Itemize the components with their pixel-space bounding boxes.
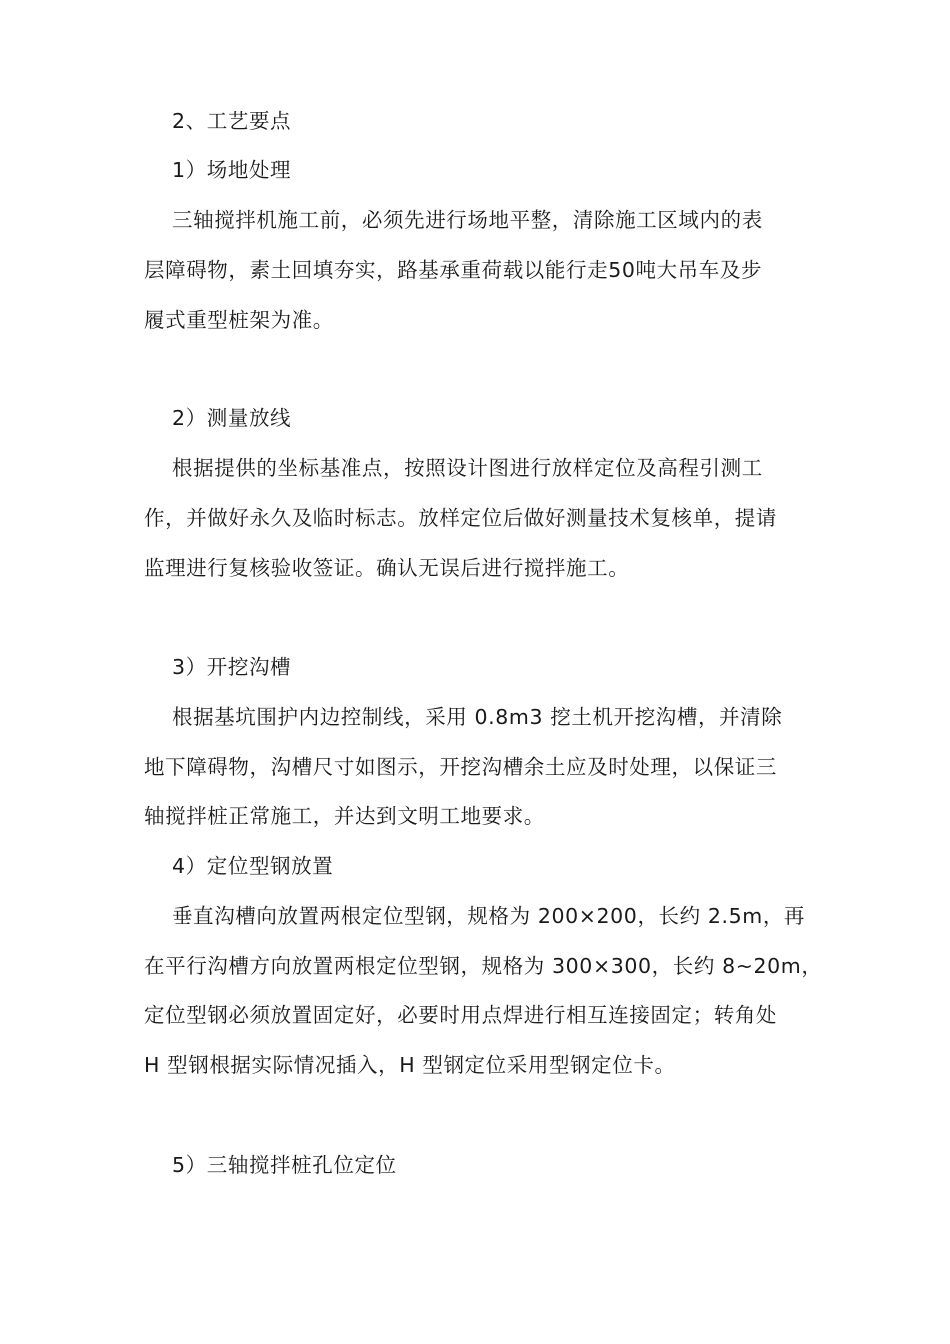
paragraph-line: 三轴搅拌机施工前，必须先进行场地平整，清除施工区域内的表 [172, 208, 763, 232]
heading-survey-layout: 2）测量放线 [172, 406, 292, 430]
heading-site-treatment: 1）场地处理 [172, 158, 292, 182]
paragraph-line: 监理进行复核验收签证。确认无误后进行搅拌施工。 [144, 556, 630, 580]
paragraph-line: 垂直沟槽向放置两根定位型钢，规格为 200×200，长约 2.5m，再 [172, 904, 806, 928]
section-title: 2、工艺要点 [172, 109, 292, 133]
paragraph-line: 履式重型桩架为准。 [144, 308, 334, 332]
heading-pile-hole-positioning: 5）三轴搅拌桩孔位定位 [172, 1153, 397, 1177]
paragraph-line: 在平行沟槽方向放置两根定位型钢，规格为 300×300，长约 8~20m， [144, 954, 823, 978]
paragraph-line: 根据基坑围护内边控制线，采用 0.8m3 挖土机开挖沟槽，并清除 [172, 705, 783, 729]
paragraph-line: 层障碍物，素土回填夯实，路基承重荷载以能行走50吨大吊车及步 [144, 258, 763, 282]
paragraph-line: 轴搅拌桩正常施工，并达到文明工地要求。 [144, 804, 545, 828]
paragraph-line: 作，并做好永久及临时标志。放样定位后做好测量技术复核单，提请 [144, 506, 777, 530]
paragraph-line: 地下障碍物，沟槽尺寸如图示，开挖沟槽余土应及时处理，以保证三 [144, 755, 777, 779]
paragraph-line: H 型钢根据实际情况插入，H 型钢定位采用型钢定位卡。 [144, 1053, 676, 1077]
paragraph-line: 根据提供的坐标基准点，按照设计图进行放样定位及高程引测工 [172, 456, 763, 480]
heading-steel-positioning: 4）定位型钢放置 [172, 854, 334, 878]
paragraph-line: 定位型钢必须放置固定好，必要时用点焊进行相互连接固定；转角处 [144, 1003, 777, 1027]
heading-trench-excavation: 3）开挖沟槽 [172, 655, 292, 679]
